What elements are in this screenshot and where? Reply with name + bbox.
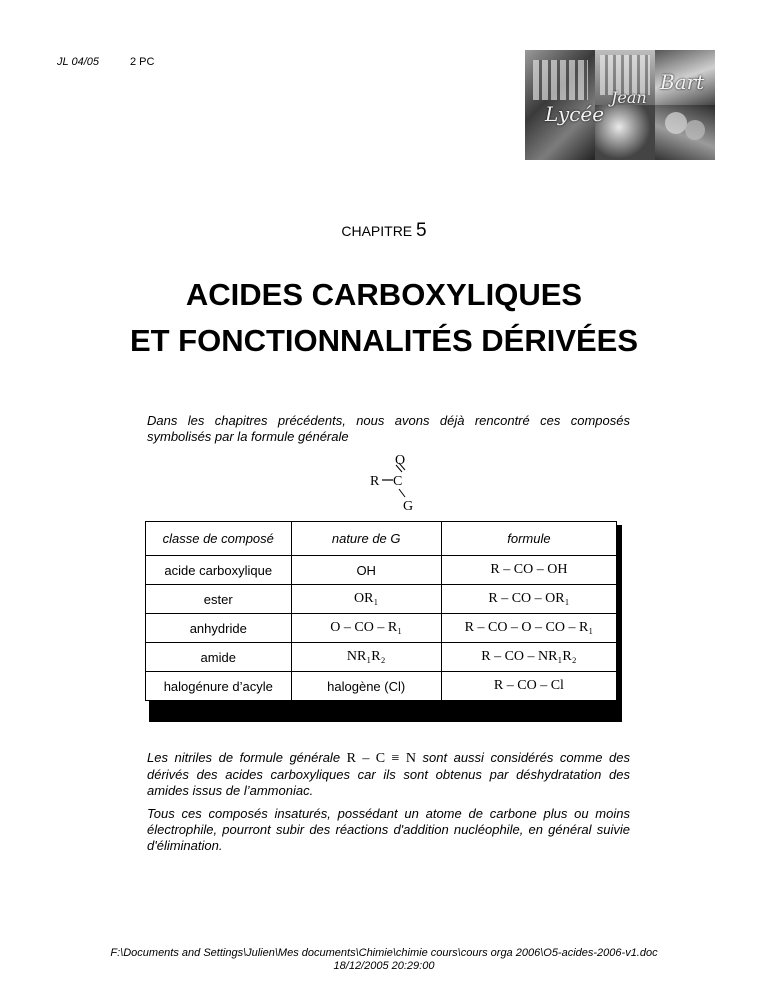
table-row: [146, 556, 617, 585]
cell-formule: R – CO – OR₁: [441, 585, 616, 614]
table-row: [146, 672, 617, 701]
header-formule: formule: [441, 522, 616, 556]
footer-file-path: F:\Documents and Settings\Julien\Mes documents\Chimie\chimie cours\cours orga 2006\O5-acides-2006-v1.doc: [110, 947, 658, 959]
nitriles-text-after: sont aussi considérés comme des dérivés des acides carboxyliques car ils sont obtenus par déshydratation des amides issus de l’ammoniac.: [147, 750, 630, 798]
title-line-1: ACIDES CARBOXYLIQUES: [185, 277, 583, 312]
chapter-number: 5: [416, 220, 427, 241]
cell-formule: R – CO – OH: [441, 556, 616, 585]
compound-classes-table: [145, 521, 617, 701]
header-class: 2 PC: [130, 56, 155, 68]
cell-classe: halogénure d’acyle: [146, 672, 292, 701]
formula-oxygen: O: [395, 453, 406, 468]
formula-r: R: [370, 474, 380, 489]
page-title: [0, 272, 768, 364]
collage-scribble-3: Bart: [660, 70, 705, 94]
cell-nature: O – CO – R₁: [291, 614, 441, 643]
title-line-2: ET FONCTIONNALITÉS DÉRIVÉES: [129, 323, 639, 358]
cell-nature: OR₁: [291, 585, 441, 614]
chapter-label: CHAPITRE: [341, 223, 413, 239]
cell-nature: halogène (Cl): [291, 672, 441, 701]
page-footer: [0, 947, 768, 973]
cell-classe: acide carboxylique: [146, 556, 292, 585]
formula-carbon: C: [393, 474, 403, 489]
collage-scribble-2: Jean: [611, 88, 647, 107]
formula-g: G: [403, 499, 414, 514]
cell-nature: NR₁R₂: [291, 643, 441, 672]
cell-classe: anhydride: [146, 614, 292, 643]
cell-formule: R – CO – NR₁R₂: [441, 643, 616, 672]
cell-classe: amide: [146, 643, 292, 672]
nitriles-text-before: Les nitriles de formule générale: [147, 750, 341, 765]
cell-formule: R – CO – O – CO – R₁: [441, 614, 616, 643]
general-formula-diagram: [355, 452, 435, 514]
cell-classe: ester: [146, 585, 292, 614]
unsaturated-paragraph: Tous ces composés insaturés, possédant un atome de carbone plus ou moins électrophile, pourront subir des réactions d'addition nucléophile, en général suivie d'élimination.: [147, 806, 630, 853]
table-row: [146, 614, 617, 643]
header-classe: classe de composé: [146, 522, 292, 556]
table-row: [146, 643, 617, 672]
school-photo-collage: [525, 50, 715, 160]
cell-formule: R – CO – Cl: [441, 672, 616, 701]
intro-paragraph: Dans les chapitres précédents, nous avons déjà rencontré ces composés symbolisés par la formule générale: [147, 413, 630, 444]
header-date-code: JL 04/05: [57, 56, 100, 68]
nitriles-paragraph: [147, 750, 630, 799]
collage-scribble-1: Lycée: [545, 102, 605, 126]
header-nature: nature de G: [291, 522, 441, 556]
formula-bond-cg: [399, 489, 405, 497]
cell-nature: OH: [291, 556, 441, 585]
table-header-row: [146, 522, 617, 556]
chapter-heading: [0, 220, 768, 242]
footer-date: 18/12/2005 20:29:00: [333, 960, 435, 972]
nitrile-formula: R – C ≡ N: [346, 751, 416, 766]
table-row: [146, 585, 617, 614]
